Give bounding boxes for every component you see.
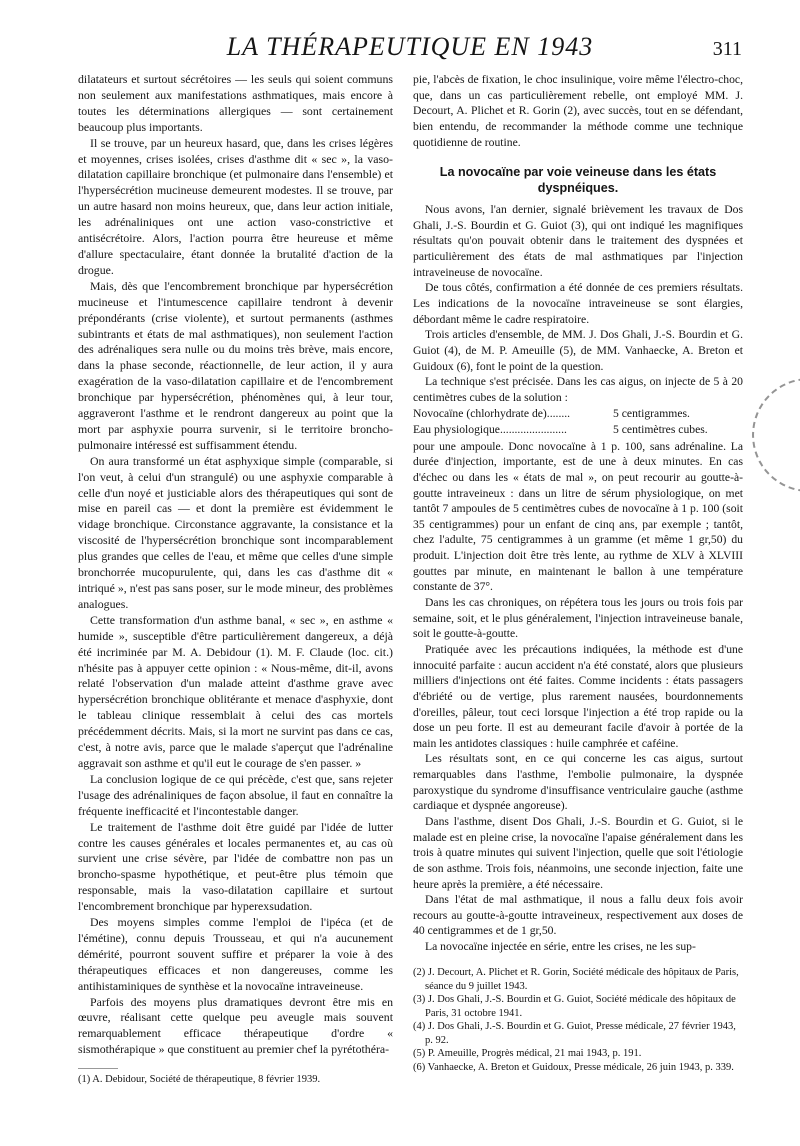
paragraph: Le traitement de l'asthme doit être guidé par l'idée de lutter contre les causes générales et locales permanentes et, au cas où survient une crise sévère, par l'idée de combattre non pas un broncho-spasme hypothétique, et peut-être plus témoin que responsable, mais la vaso-dilatation capillaire et surtout l'encombrement bronchique par hyperexsudation. xyxy=(78,819,393,914)
paragraph: La conclusion logique de ce qui précède, c'est que, sans rejeter l'usage des adrénaliniques de façon absolue, il faut en connaître la fréquente inefficacité et l'incontestable danger. xyxy=(78,771,393,818)
paragraph: Pratiquée avec les précautions indiquées, la méthode est d'une innocuité parfaite : aucun accident n'a été constaté, alors que plusieurs milliers d'injections ont été faites. Comme incidents : états passagers d'ébriété ou de vertige, plus rarement nausées, bourdonnements d'oreilles, pâleur, tout ceci lorsque l'injection a été trop rapide ou la dose un peu forte. Il est au demeurant facile d'avoir à portée de la main les antidotes classiques : huile camphrée et caféine. xyxy=(413,642,743,750)
footnote-text: (3) J. Dos Ghali, J.-S. Bourdin et G. Guiot, Société médicale des hôpitaux de Paris, 31 octobre 1941. xyxy=(413,994,736,1019)
dose-item: Eau physiologique....................... xyxy=(413,423,567,437)
paragraph: pour une ampoule. Donc novocaïne à 1 p. 100, sans adrénaline. La durée d'injection, importante, est de une à deux minutes. En cas d'échec ou dans les « états de mal », on peut recourir au goutte-à-goutte intraveineux : dans un litre de sérum physiologique, on met tantôt 7 ampoules de 5 centimètres cubes de novocaïne à 1 p. 100 (soit 35 centigrammes) pour un enfant de cinq ans, par exemple ; tantôt, chez l'adulte, 75 centigrammes à un gramme (et même 1 gr,50) du produit. L'injection doit être très lente, au rythme de XLV à XLVIII gouttes par minute, en maintenant le ballon à une température constante de 37°. xyxy=(413,439,743,594)
library-stamp xyxy=(752,378,800,492)
paragraph: Mais, dès que l'encombrement bronchique par hypersécrétion mucineuse et l'intumescence capillaire tendront à devenir prépondérants (crise violente), et surtout permanents (asthmes subintrants et états de mal asthmatiques), non seulement l'action des adrénaliques sera nulle ou du moins très brève, mais encore, dans la phase seconde, réactionnelle, de leur action, il y aura exagération de la vaso-dilatation capillaire et de l'encombrement bronchique par hypersécrétion, phénomènes qui, à leur tour, aggraveront l'asthme et le rendront dangereux au point que la mort par asphyxie pourra survenir, si le territoire broncho-pulmonaire intéressé est suffisamment étendu. xyxy=(78,278,393,452)
dose-row xyxy=(413,422,743,439)
dose-table xyxy=(413,406,743,439)
footnote-text: (4) J. Dos Ghali, J.-S. Bourdin et G. Guiot, Presse médicale, 27 février 1943, p. 92. xyxy=(413,1021,736,1046)
page-number: 311 xyxy=(712,38,742,60)
footnote-text: (1) A. Debidour, Société de thérapeutique, 8 février 1939. xyxy=(78,1074,321,1085)
paragraph: La technique s'est précisée. Dans les cas aigus, on injecte de 5 à 20 centimètres cubes de la solution : xyxy=(413,375,743,404)
paragraph: Parfois des moyens plus dramatiques devront être mis en œuvre, réalisant cette quelque peu aveugle mais souvent remarquablement efficace thérapeutique d'ordre « sismothérapique » que constituent au premier chef la pyrétothéra- xyxy=(78,994,393,1057)
paragraph: Dans l'état de mal asthmatique, il nous a fallu deux fois avoir recours au goutte-à-goutte intraveineux, respectivement aux doses de 40 centigrammes et de 1 gr,50. xyxy=(413,893,743,938)
paragraph: pie, l'abcès de fixation, le choc insulinique, voire même l'électro-choc, que, dans un cas particulièrement rebelle, ont employé MM. J. Decourt, A. Plichet et R. Gorin (2), avec succès, tout en se défendant, bien entendu, de recommander la méthode comme une technique quotidienne de routine. xyxy=(413,73,743,149)
paragraph: Dans les cas chroniques, on répétera tous les jours ou trois fois par semaine, soit, et le plus généralement, l'injection intraveineuse banale, soit le goutte-à-goutte. xyxy=(413,596,743,641)
paragraph: Dans l'asthme, disent Dos Ghali, J.-S. Bourdin et G. Guiot, si le malade est en pleine crise, la novocaïne l'apaise généralement dans les trois à quatre minutes qui suivent l'injection, quelle que soit l'étiologie de son asthme. Trois fois, néanmoins, une seconde injection, faite une heure après la première, a été nécessaire. xyxy=(413,815,743,891)
footnote xyxy=(78,1068,393,1087)
dose-amount: 5 centigrammes. xyxy=(613,406,690,420)
paragraph: Trois articles d'ensemble, de MM. J. Dos Ghali, J.-S. Bourdin et G. Guiot (4), de M. P. Ameuille (5), de MM. Vanhaecke, A. Breton et Guidoux (6), font le point de la question. xyxy=(413,328,743,373)
paragraph: Des moyens simples comme l'emploi de l'ipéca (et de l'émétine), connu depuis Trousseau, et qui n'a aucunement démérité, pourront souvent suffire et préparer la voie à des thérapeutiques efficaces et non dangereuses, comme les antihistaminiques de synthèse et la novocaïne intraveineuse. xyxy=(78,915,393,993)
paragraph: Il se trouve, par un heureux hasard, que, dans les crises légères et moyennes, crises isolées, crises d'asthme dit « sec », la vaso-dilatation capillaire bronchique (et pulmonaire dans l'ensemble) et l'hypersécrétion mucineuse demeurent modestes. Il se trouve, par un autre hasard non moins heureux, que, dans leur action initiale, les adrénaliniques ont une action vaso-constrictive et antisécrétoire. Alors, l'action pourra être heureuse et même d'allure spectaculaire, étant donnée la brutalité d'action de la drogue. xyxy=(78,135,393,277)
dose-item: Novocaïne (chlorhydrate de)........ xyxy=(413,406,571,420)
footnote-text: (6) Vanhaecke, A. Breton et Guidoux, Presse médicale, 26 juin 1943, p. 339. xyxy=(413,1061,734,1073)
paragraph: On aura transformé un état asphyxique simple (comparable, si l'on veut, à celui d'un strangulé) ou une asphyxie comparable à celle d'un noyé et justiciable alors des thérapeutiques qui sont de mise en pareil cas — et dont la première est évidemment le vidage bronchique. Circonstance aggravante, la consistance et la viscosité de l'hypersécrétion bronchique sont incomparablement plus grandes que celles de l'eau, et même que celles d'une simple bronchorrée mucopurulente, qui, dans les cas d'asthme dit « intriqué », n'est pas sans poser, sur le mode mineur, des problèmes analogues. xyxy=(78,453,393,611)
page-header xyxy=(78,28,742,68)
footnote-rule xyxy=(78,1068,118,1069)
dose-row xyxy=(413,406,743,423)
running-title: LA THÉRAPEUTIQUE EN 1943 xyxy=(226,32,594,61)
footnote-text: (2) J. Decourt, A. Plichet et R. Gorin, Société médicale des hôpitaux de Paris, séance du 9 juillet 1943. xyxy=(413,967,739,992)
left-column xyxy=(78,72,393,1058)
footnote-text: (5) P. Ameuille, Progrès médical, 21 mai 1943, p. 191. xyxy=(413,1048,642,1059)
footnotes xyxy=(413,966,743,1074)
paragraph: De tous côtés, confirmation a été donnée de ces premiers résultats. Les indications de la novocaïne intraveineuse se sont élargies, débordant même le cadre respiratoire. xyxy=(413,281,743,326)
paragraph: dilatateurs et surtout sécrétoires — les seuls qui soient communs non seulement aux manifestations asthmatiques, mais encore à toutes les déterminations allergiques — sont certainement beaucoup plus importants. xyxy=(78,72,393,134)
paragraph: Les résultats sont, en ce qui concerne les cas aigus, surtout remarquables dans l'asthme, l'embolie pulmonaire, la dyspnée paroxystique du syndrome d'insuffisance ventriculaire gauche (asthme cardiaque et dyspnée angoreuse). xyxy=(413,752,743,813)
paragraph: La novocaïne injectée en série, entre les crises, ne les sup- xyxy=(425,940,696,954)
section-heading: La novocaïne par voie veineuse dans les états dyspnéiques. xyxy=(439,165,717,196)
paragraph: Cette transformation d'un asthme banal, « sec », en asthme « humide », susceptible d'être particulièrement dangereux, a déjà été incriminée par M. A. Debidour (1). M. F. Claude (loc. cit.) n'hésite pas à appuyer cette opinion : « Nous-même, dit-il, avons relaté l'observation d'un malade atteint d'asthme grave avec hypersécrétion bronchique oblitérante et menace d'asphyxie, dont le tableau clinique ressemblait à celui des cas mortels précédemment décrits. Mais, si la mort ne survint pas dans ce cas, c'est, à notre avis, parce que le malade s'aperçut que l'adrénaline aggravait son asthme et qu'il eut le courage de s'en passer. » xyxy=(78,612,393,770)
dose-amount: 5 centimètres cubes. xyxy=(613,423,708,437)
right-column xyxy=(413,72,743,955)
paragraph: Nous avons, l'an dernier, signalé brièvement les travaux de Dos Ghali, J.-S. Bourdin et G. Guiot (3), qui ont indiqué les magnifiques résultats qu'on pouvait obtenir dans le traitement des dyspnées et particulièrement des états de mal asthmatiques par l'injection intraveineuse de novocaïne. xyxy=(413,203,743,279)
